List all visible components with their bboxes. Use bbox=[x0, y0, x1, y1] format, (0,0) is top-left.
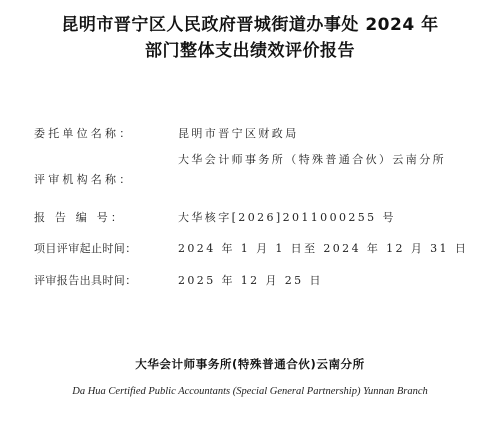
report-title-line-2: 部门整体支出绩效评价报告 bbox=[145, 41, 355, 61]
firm-name-chinese: 大华会计师事务所(特殊普通合伙)云南分所 bbox=[135, 357, 365, 371]
review-agency-value: 大华会计师事务所（特殊普通合伙）云南分所 bbox=[178, 153, 446, 166]
review-period-label: 项目评审起止时间： bbox=[34, 242, 137, 255]
issue-date-label: 评审报告出具时间： bbox=[34, 274, 137, 287]
issue-date-value: 2025 年 12 月 25 日 bbox=[178, 274, 323, 287]
review-period-value: 2024 年 1 月 1 日至 2024 年 12 月 31 日 bbox=[178, 242, 469, 255]
report-number-label: 报 告 编 号： bbox=[34, 211, 126, 224]
commissioning-unit-value: 昆明市晋宁区财政局 bbox=[178, 127, 299, 140]
commissioning-unit-label: 委托单位名称： bbox=[34, 127, 134, 140]
report-number-value: 大华核字[2026]2011000255 号 bbox=[178, 211, 396, 224]
report-title-line-1: 昆明市晋宁区人民政府晋城街道办事处 2024 年 bbox=[61, 15, 439, 35]
review-agency-label: 评审机构名称： bbox=[34, 173, 134, 186]
firm-name-english: Da Hua Certified Public Accountants (Special General Partnership) Yunnan Branch bbox=[72, 386, 428, 397]
